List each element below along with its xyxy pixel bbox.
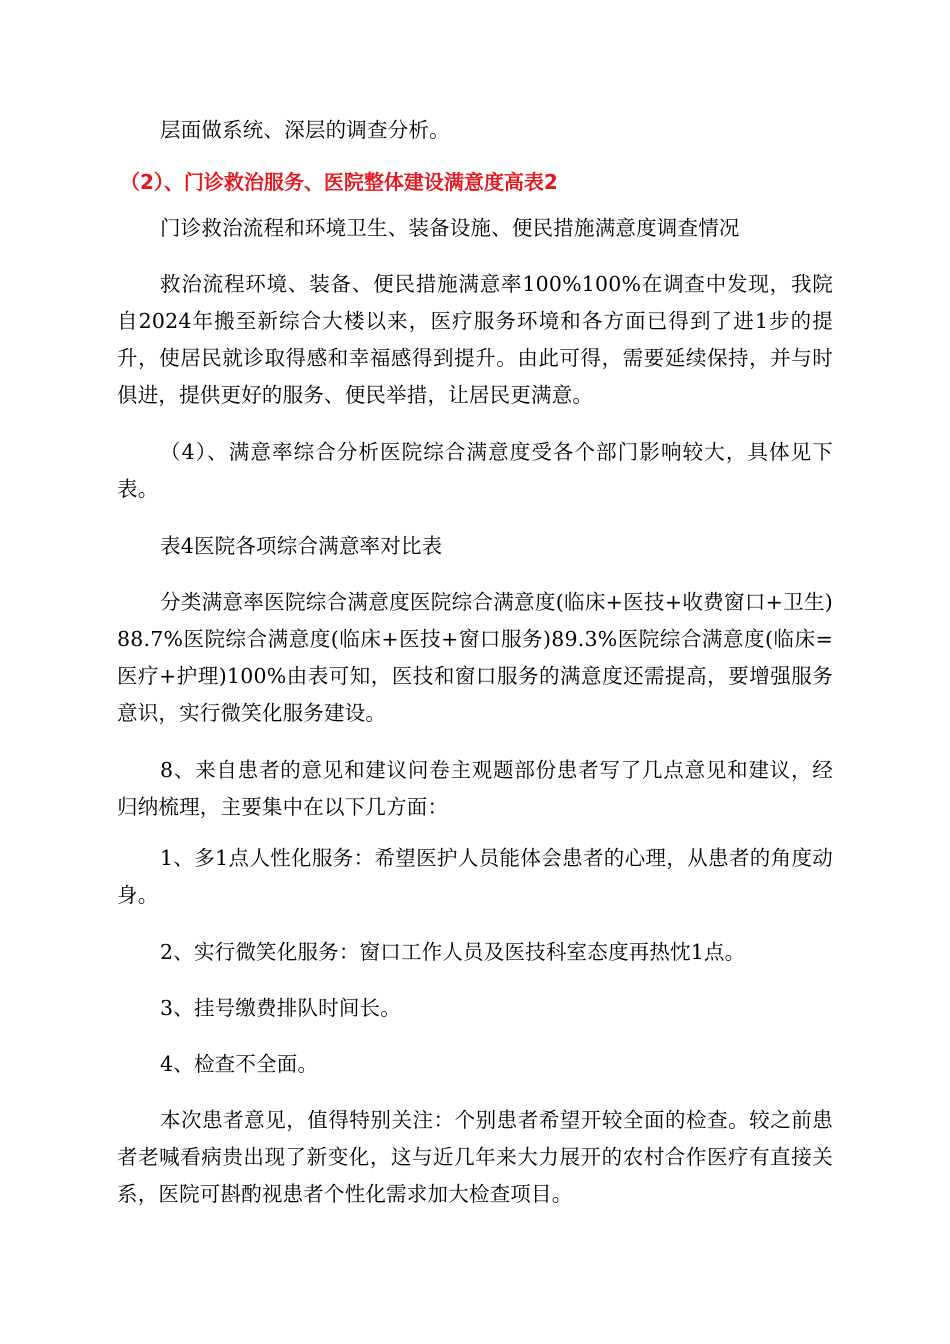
paragraph-survey-title: 门诊救治流程和环境卫生、装备设施、便民措施满意度调查情况 <box>160 216 740 240</box>
list-item-3: 3、挂号缴费排队时间长。 <box>160 996 401 1020</box>
section-heading: （2）、门诊救治服务、医院整体建设满意度高表2 <box>120 170 558 194</box>
paragraph-patient-opinions: 8、来自患者的意见和建议问卷主观题部份患者写了几点意见和建议，经归纳梳理，主要集中在以下几方面： <box>117 758 833 819</box>
table-caption: 表4医院各项综合满意率对比表 <box>160 534 443 558</box>
paragraph-overall-analysis: （4）、满意率综合分析医院综合满意度受各个部门影响较大，具体见下表。 <box>117 440 833 501</box>
paragraph-table-content: 分类满意率医院综合满意度医院综合满意度(临床+医技+收费窗口+卫生)88.7%医院综合满意度(临床+医技+窗口服务)89.3%医院综合满意度(临床=医疗+护理)100%由表可知，医技和窗口服务的满意度还需提高，要增强服务意识，实行微笑化服务建设。 <box>117 590 833 725</box>
paragraph-conclusion: 本次患者意见，值得特别关注：个别患者希望开较全面的检查。较之前患者老喊看病贵出现了新变化，这与近几年来大力展开的农村合作医疗有直接关系，医院可斟酌视患者个性化需求加大检查项目。 <box>117 1108 833 1206</box>
paragraph-environment-result: 救治流程环境、装备、便民措施满意率100%100%在调查中发现，我院自2024年搬至新综合大楼以来，医疗服务环境和各方面已得到了进1步的提升，使居民就诊取得感和幸福感得到提升。由此可得，需要延续保持，并与时俱进，提供更好的服务、便民举措，让居民更满意。 <box>117 272 833 407</box>
list-item-1: 1、多1点人性化服务：希望医护人员能体会患者的心理，从患者的角度动身。 <box>117 846 833 907</box>
list-item-4: 4、检查不全面。 <box>160 1052 319 1076</box>
paragraph-analysis-intro: 层面做系统、深层的调查分析。 <box>160 118 450 142</box>
list-item-2: 2、实行微笑化服务：窗口工作人员及医技科室态度再热忱1点。 <box>160 940 746 964</box>
